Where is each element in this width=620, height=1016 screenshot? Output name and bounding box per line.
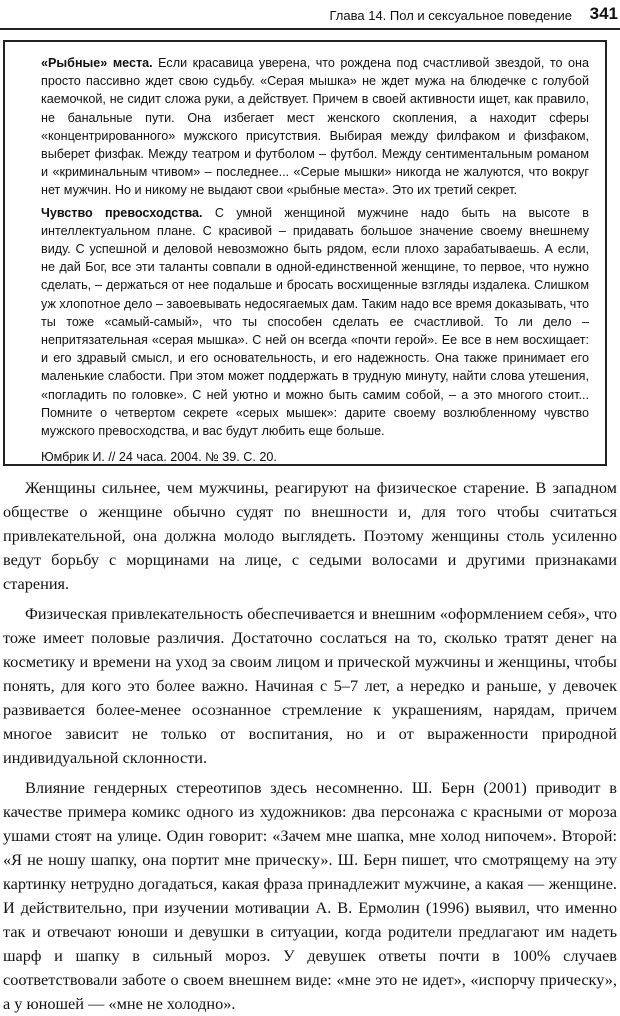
- quote-paragraph-rybnye-mesta: [41, 54, 589, 200]
- quote-paragraph-text: Если красавица уверена, что рождена под счастливой звездой, то она просто пассивно ждет свою судьбу. «Серая мышка» не ждет мужа на блюдечке с голубой каемочкой, не сидит сложа руки, а действует. Причем в своей активности ищет, как правило, не банальные пути. Она избегает мест женского скопления, а находит сферы «концентрированного» мужского присутствия. Выбирая между филфаком и физфаком, выберет физфак. Между театром и футболом – футбол. Между сентиментальным романом и «криминальным чтивом» – последнее... «Серые мышки» никогда не жалуются, что вокруг нет мужчин. Но и никому не выдают свои «рыбные места». Это их третий секрет.: [41, 56, 589, 198]
- header-rule: [0, 28, 620, 30]
- page-number: 341: [589, 4, 618, 23]
- body-paragraph: Женщины сильнее, чем мужчины, реагируют на физическое старение. В западном обществе о женщине обычно судят по внешности и, для того чтобы считаться привлекательной, она должна молодо выглядеть. Поэтому женщины столь усиленно ведут борьбу с морщинами на лице, с седыми волосами и другими признаками старения.: [3, 478, 617, 593]
- body-paragraph: Влияние гендерных стереотипов здесь несомненно. Ш. Берн (2001) приводит в качестве примера комикс одного из художников: два персонажа с красными от мороза ушами стоят на улице. Один говорит: «Зачем мне шапка, мне холод нипочем». Второй: «Я не ношу шапку, она портит мне прическу». Ш. Берн пишет, что смотрящему на эту картинку нетрудно догадаться, какая фраза принадлежит мужчине, а какая — женщине. И действительно, при изучении мотивации А. В. Ермолин (1996) выявил, что именно так и отвечают юноши и девушки в ситуации, когда родители предлагают им надеть шарф и шапку в сильный мороз. У девушек ответы почти в 100% случаев соответствовали заботе о своем внешнем виде: «мне это не идет», «испорчу прическу», а у юношей — «мне не холодно».: [3, 778, 617, 1013]
- quote-paragraph-chuvstvo: [41, 204, 589, 441]
- main-text: [3, 476, 617, 1016]
- body-paragraph: Физическая привлекательность обеспечивается и внешним «оформлением себя», что тоже имеет половые различия. Достаточно сослаться на то, сколько тратят денег на косметику и времени на уход за своим лицом и прической мужчины и женщины, чтобы понять, для кого это более важно. Начиная с 5–7 лет, а нередко и раньше, у девочек развивается более-менее осознанное стремление к украшениям, нарядам, причем многое зависит не только от воспитания, но и от выраженности природной индивидуальной склонности.: [3, 604, 617, 767]
- quote-box: [3, 40, 607, 466]
- running-head: [0, 6, 620, 30]
- quote-paragraph-text: С умной женщиной мужчине надо быть на высоте в интеллектуальном плане. С красивой – придавать большое значение своему внешнему виду. С успешной и деловой невозможно быть рядом, если плохо зарабатываешь. А если, не дай Бог, все эти таланты совпали в одной-единственной женщине, то первое, что нужно сделать, – держаться от нее подальше и бросать восхищенные взгляды издалека. Слишком уж хлопотное дело – завоевывать недосягаемых дам. Таким надо все время доказывать, что ты тоже «самый-самый», что ты способен сделать ее счастливой. То ли дело – непритязательная «серая мышка». С ней он всегда «почти герой». Ее все в нем восхищает: и его здравый смысл, и его основательность, и его надежность. Она также принимает его маленькие слабости. При этом может поддержать в трудную минуту, найти слова утешения, «погладить по головке». С ней уютно и можно быть самим собой, – а это многого стоит... Помните о четвертом секрете «серых мышек»: дарите своему возлюбленному чувство мужского превосходства, и вас будут любить еще больше.: [41, 205, 589, 439]
- quote-source-citation: Юмбрик И. // 24 часа. 2004. № 39. С. 20.: [41, 450, 277, 465]
- quote-lead-heading: «Рыбные» места.: [41, 56, 153, 70]
- quote-lead-heading: Чувство превосходства.: [41, 205, 203, 220]
- chapter-title: Глава 14. Пол и сексуальное поведение: [329, 8, 572, 23]
